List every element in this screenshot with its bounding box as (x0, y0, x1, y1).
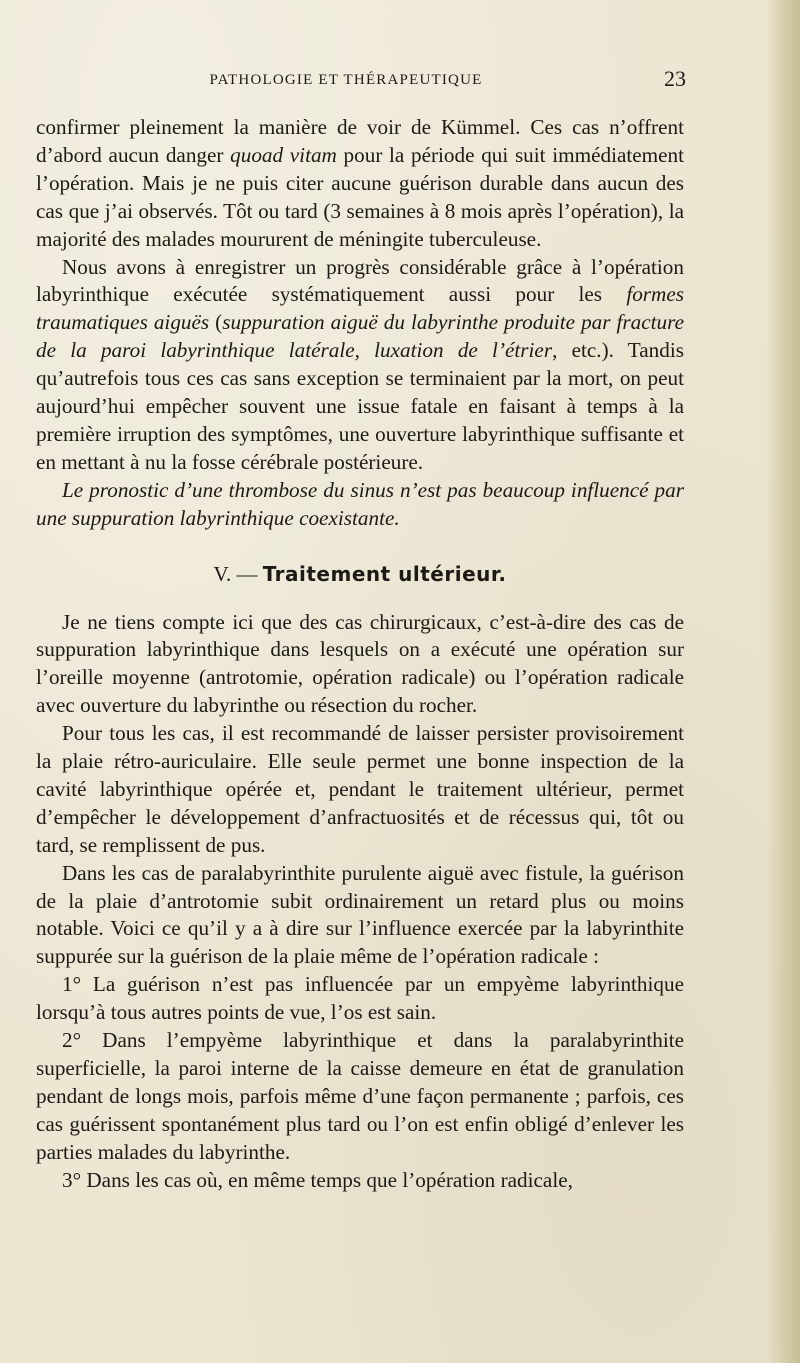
paragraph-paralabyrinthitis: Dans les cas de paralabyrinthite purulente aiguë avec fistule, la guérison de la plaie d’antrotomie subit ordinairement un retard plus ou moins notable. Voici ce qu’il y a à dire sur l’influence exercée par la labyrinthite suppurée sur la guérison de la plaie même de l’opération radicale : (36, 860, 684, 969)
section-title: Traitement ultérieur. (262, 561, 507, 586)
latin-phrase: quoad vitam (230, 142, 337, 167)
section-heading (36, 561, 684, 589)
paragraph-surgical-cases: Je ne tiens compte ici que des cas chirurgicaux, c’est-à-dire des cas de suppuration labyrinthique dans lesquels on a exécuté une opération sur l’oreille moyenne (antrotomie, opération radicale) ou l’opération radicale avec ouverture du labyrinthe ou résection du rocher. (36, 609, 684, 718)
paragraph-retroauricular-wound: Pour tous les cas, il est recommandé de laisser persister provisoirement la plaie rétro-auriculaire. Elle seule permet une bonne inspection de la cavité labyrinthique opérée et, pendant le traitement ultérieur, permet d’empêcher le développement d’anfractuosités et de récessus qui, tôt ou tard, se remplissent de pus. (36, 721, 684, 857)
list-item-1: 1° La guérison n’est pas influencée par un empyème labyrinthique lorsqu’à tous autres points de vue, l’os est sain. (36, 972, 684, 1025)
page-number: 23 (664, 66, 686, 91)
section-dash: — (236, 561, 258, 586)
section-number: V. (213, 561, 232, 586)
paragraph-prognosis: Le pronostic d’une thrombose du sinus n’est pas beaucoup influencé par une suppuration labyrinthique coexistante. (36, 477, 684, 530)
list-item-2: 2° Dans l’empyème labyrinthique et dans la paralabyrinthite superficielle, la paroi interne de la caisse demeure en état de granulation pendant de longs mois, parfois même d’une façon permanente ; parfois, ces cas guérissent spontanément plus tard ou l’on est enfin obligé d’enlever les parties malades du labyrinthe. (36, 1028, 684, 1164)
emphasis-suppuration: suppuration aiguë du labyrinthe produite par fracture de la paroi labyrinthique latérale, luxation de l’étrier (36, 310, 684, 363)
running-head (36, 66, 686, 96)
list-item-3: 3° Dans les cas où, en même temps que l’opération radicale, (62, 1167, 573, 1192)
body-text (36, 114, 684, 1195)
page-edge-shadow (766, 0, 800, 1363)
paragraph-continuation: confirmer pleinement la manière de voir de Kümmel. Ces cas n’offrent d’abord aucun danger quoad vitam pour la période qui suit immédiatement l’opération. Mais je ne puis citer aucune guérison durable dans aucun des cas que j’ai observés. Tôt ou tard (3 semaines à 8 mois après l’opération), la majorité des malades moururent de méningite tuberculeuse. (36, 115, 685, 251)
emphasis-traumatic-forms: formes traumatiques aiguës (36, 282, 684, 335)
running-title: PATHOLOGIE ET THÉRAPEUTIQUE (209, 72, 483, 88)
paragraph-traumatic-forms: Nous avons à enregistrer un progrès considérable grâce à l’opération labyrinthique exécutée systématiquement aussi pour les formes traumatiques aiguës (suppuration aiguë du labyrinthe produite par fracture de la paroi labyrinthique latérale, luxation de l’étrier, etc.). Tandis qu’autrefois tous ces cas sans exception se terminaient par la mort, on peut aujourd’hui empêcher souvent une issue fatale en faisant à temps à la première irruption des symptômes, une ouverture labyrinthique suffisante et en mettant à nu la fosse cérébrale postérieure. (36, 254, 684, 474)
